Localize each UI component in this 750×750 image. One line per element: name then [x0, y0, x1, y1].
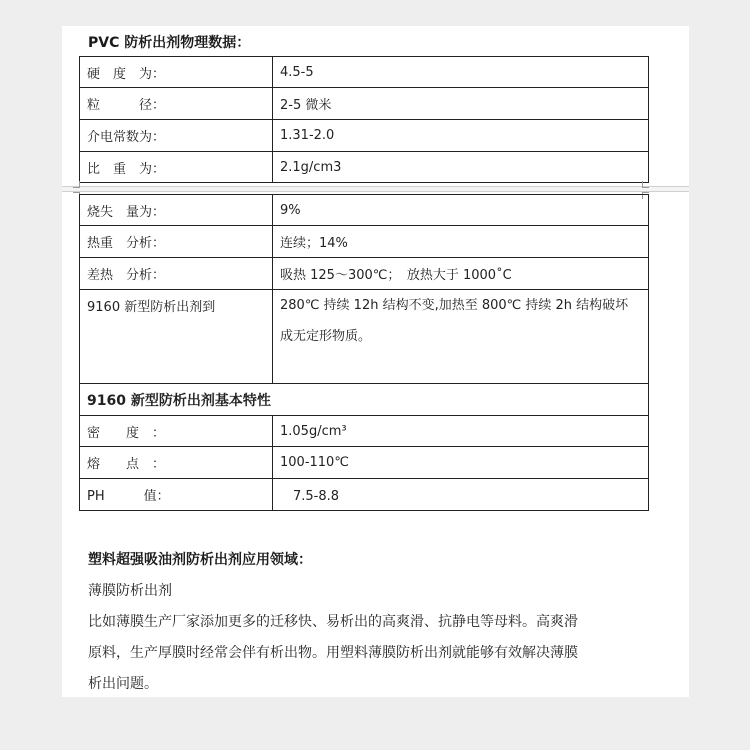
table-row — [80, 120, 649, 152]
cell-label: 比 重 为： — [80, 152, 273, 183]
table-row — [80, 258, 649, 290]
cell-label: 密 度 ： — [80, 416, 273, 447]
cell-value: 吸热 125～300℃； 放热大于 1000˚C — [273, 258, 649, 290]
application-heading: 塑料超强吸油剂防析出剂应用领域： — [88, 552, 312, 568]
cell-label: 差热 分析： — [80, 258, 273, 290]
table-row — [80, 479, 649, 511]
cell-label: 熔 点 ： — [80, 447, 273, 479]
cell-label: 粒 径： — [80, 88, 273, 120]
cell-label: PH 值： — [80, 479, 273, 511]
cell-label: 硬 度 为： — [80, 57, 273, 88]
cell-label: 烧失 量为： — [80, 195, 273, 226]
cell-value: 9% — [273, 195, 649, 226]
table-row — [80, 152, 649, 183]
table-row — [80, 416, 649, 447]
cell-value: 100-110℃ — [273, 447, 649, 479]
cell-value: 7.5-8.8 — [273, 479, 649, 511]
page-corner-mark — [642, 181, 649, 188]
paragraph-line: 原料，生产厚膜时经常会伴有析出物。用塑料薄膜防析出剂就能够有效解决薄膜 — [88, 645, 578, 661]
paragraph-line: 析出问题。 — [88, 676, 158, 692]
page-break-divider — [62, 186, 689, 192]
cell-value: 1.05g/cm³ — [273, 416, 649, 447]
pvc-data-heading: PVC 防析出剂物理数据： — [88, 35, 251, 51]
table-row — [80, 88, 649, 120]
application-subtitle: 薄膜防析出剂 — [88, 583, 172, 599]
table-row — [80, 447, 649, 479]
table-row — [80, 384, 649, 416]
cell-value: 连续；14% — [273, 226, 649, 258]
cell-value: 1.31-2.0 — [273, 120, 649, 152]
cell-value: 2-5 微米 — [273, 88, 649, 120]
table-row — [80, 195, 649, 226]
paragraph-line: 比如薄膜生产厂家添加更多的迁移快、易析出的高爽滑、抗静电等母料。高爽滑 — [88, 614, 578, 630]
cell-label: 介电常数为： — [80, 120, 273, 152]
basic-properties-heading: 9160 新型防析出剂基本特性 — [80, 384, 649, 416]
cell-value: 2.1g/cm3 — [273, 152, 649, 183]
table-row — [80, 57, 649, 88]
cell-label: 9160 新型防析出剂到 — [80, 290, 273, 384]
cell-label: 热重 分析： — [80, 226, 273, 258]
cell-value-description: 280℃ 持续 12h 结构不变,加热至 800℃ 持续 2h 结构破坏成无定形物质。 — [273, 290, 649, 384]
page-corner-mark — [73, 181, 80, 188]
additive-properties-table — [79, 194, 649, 511]
cell-value: 4.5-5 — [273, 57, 649, 88]
table-row — [80, 290, 649, 384]
pvc-physical-data-table — [79, 56, 649, 183]
table-row — [80, 226, 649, 258]
